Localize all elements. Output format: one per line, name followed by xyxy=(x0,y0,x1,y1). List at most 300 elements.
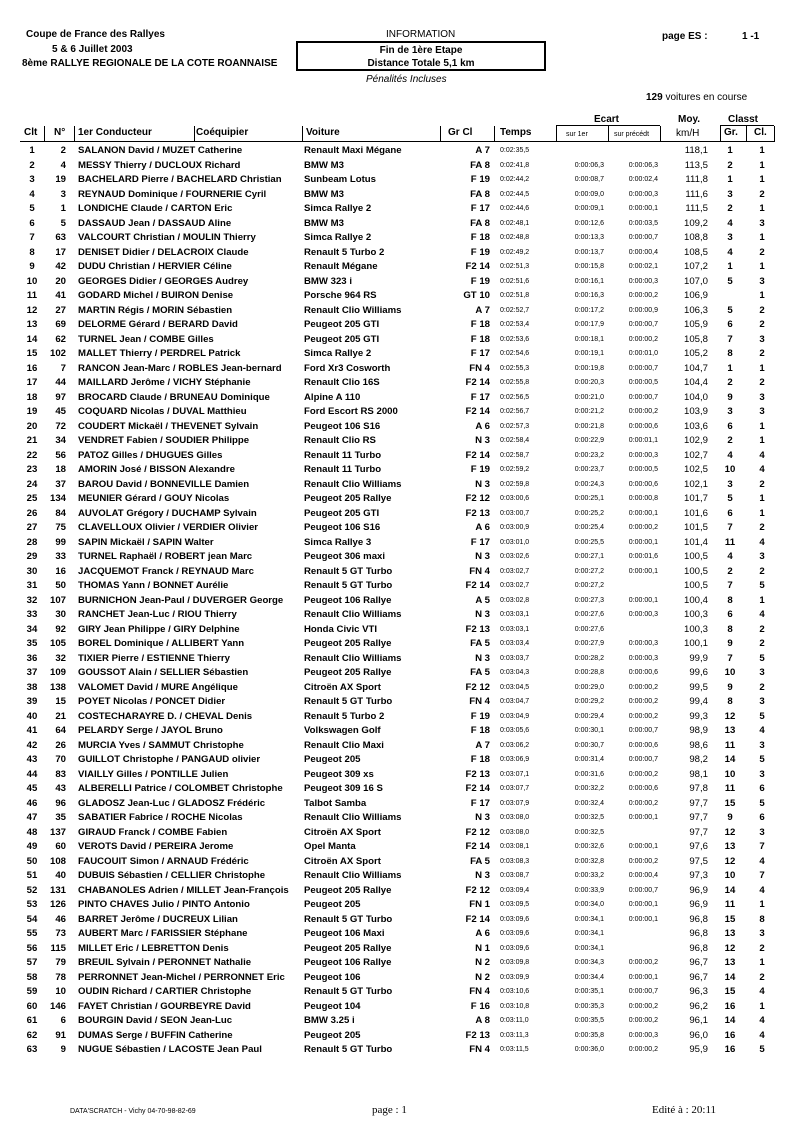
cell-car-number: 62 xyxy=(55,333,66,345)
table-row xyxy=(0,507,800,522)
cell-group-rank: 2 xyxy=(727,435,733,446)
cell-rank: 54 xyxy=(26,913,38,925)
cell-crew: MALLET Thierry / PERDREL Patrick xyxy=(78,348,241,359)
cell-group-class: F2 13 xyxy=(465,507,490,519)
cell-avg-speed: 106,9 xyxy=(683,290,708,301)
table-row xyxy=(0,289,800,304)
cell-class-rank: 1 xyxy=(759,420,765,432)
cell-avg-speed: 103,6 xyxy=(683,420,708,432)
cell-gap-previous: 0:00:00,2 xyxy=(628,408,658,415)
cell-avg-speed: 111,6 xyxy=(685,188,708,200)
cell-avg-speed: 107,2 xyxy=(683,261,708,272)
cell-gap-first: 0:00:33,9 xyxy=(574,886,604,894)
table-row xyxy=(0,840,800,855)
cell-crew: PELARDY Serge / JAYOL Bruno xyxy=(78,725,223,736)
cell-gap-previous: 0:00:00,6 xyxy=(628,480,658,488)
cell-gap-previous: 0:00:00,2 xyxy=(628,857,658,865)
cell-crew: THOMAS Yann / BONNET Aurélie xyxy=(78,580,229,591)
cell-rank: 7 xyxy=(29,232,35,243)
cell-rank: 51 xyxy=(26,870,38,881)
cell-gap-first: 0:00:29,4 xyxy=(574,712,604,720)
cell-group-class: A 7 xyxy=(475,145,490,156)
cell-car-number: 43 xyxy=(55,783,66,794)
table-row xyxy=(0,753,800,768)
cell-gap-previous: 0:00:01,6 xyxy=(628,553,658,560)
cell-gap-previous: 0:00:00,2 xyxy=(628,292,658,299)
cell-car-number: 15 xyxy=(55,696,66,707)
cell-class-rank: 5 xyxy=(759,797,765,809)
cell-class-rank: 3 xyxy=(759,406,765,417)
cell-avg-speed: 96,7 xyxy=(689,957,708,968)
cell-gap-first: 0:00:35,3 xyxy=(574,1002,604,1010)
cell-car-number: 33 xyxy=(55,551,66,562)
cell-gap-first: 0:00:33,2 xyxy=(574,872,604,879)
table-row xyxy=(0,594,800,609)
cell-time: 0:03:11,5 xyxy=(500,1046,529,1053)
cell-car-number: 78 xyxy=(55,971,66,983)
cell-car-number: 5 xyxy=(60,217,66,229)
cell-group-rank: 1 xyxy=(727,362,733,374)
cell-crew: VENDRET Fabien / SOUDIER Philippe xyxy=(78,435,250,446)
cell-class-rank: 1 xyxy=(759,362,765,374)
cell-car-model: Honda Civic VTI xyxy=(304,623,378,635)
table-row xyxy=(0,434,800,449)
cell-gap-first: 0:00:35,8 xyxy=(574,1031,604,1039)
cell-group-class: N 3 xyxy=(475,435,490,446)
cell-gap-first: 0:00:28,8 xyxy=(574,669,604,676)
cell-class-rank: 3 xyxy=(759,739,765,751)
cell-gap-first: 0:00:28,2 xyxy=(574,654,604,662)
cell-time: 0:03:08,0 xyxy=(500,828,530,836)
col-gap-previous: sur précédt xyxy=(614,131,650,138)
cars-text: voitures en course xyxy=(665,92,748,103)
table-row xyxy=(0,884,800,899)
cell-crew: BOURGIN David / SEON Jean-Luc xyxy=(78,1015,233,1026)
cell-group-rank: 3 xyxy=(727,478,733,490)
table-row xyxy=(0,362,800,377)
cell-time: 0:02:35,5 xyxy=(500,147,530,154)
cell-crew: GODARD Michel / BUIRON Denise xyxy=(78,290,234,301)
cell-group-rank: 8 xyxy=(727,594,733,606)
cell-car-model: Peugeot 205 Rallye xyxy=(304,493,392,504)
cell-avg-speed: 102,5 xyxy=(683,464,708,475)
cell-group-class: FA 5 xyxy=(470,855,490,867)
cell-class-rank: 1 xyxy=(759,290,765,301)
cell-class-rank: 2 xyxy=(759,623,765,635)
cell-avg-speed: 100,3 xyxy=(683,623,708,635)
cell-avg-speed: 103,9 xyxy=(683,406,708,417)
cell-group-rank: 6 xyxy=(727,420,733,432)
cell-gap-first: 0:00:31,6 xyxy=(574,770,604,778)
cell-car-model: Opel Manta xyxy=(304,841,356,852)
table-row xyxy=(0,188,800,203)
cell-rank: 59 xyxy=(26,986,38,997)
col-group-rank: Gr. xyxy=(724,127,738,138)
table-row xyxy=(0,797,800,812)
cell-rank: 5 xyxy=(29,203,35,214)
cell-rank: 32 xyxy=(26,594,38,606)
cell-car-number: 18 xyxy=(55,464,66,475)
cell-rank: 9 xyxy=(29,261,35,272)
cell-crew: NUGUE Sébastien / LACOSTE Jean Paul xyxy=(78,1044,262,1055)
cell-gap-first: 0:00:27,9 xyxy=(574,640,604,647)
cell-car-model: Renault 5 Turbo 2 xyxy=(304,246,385,258)
cell-car-model: Renault Clio Williams xyxy=(304,812,402,823)
cell-gap-first: 0:00:30,1 xyxy=(574,727,604,734)
cell-gap-previous: 0:00:00,7 xyxy=(628,393,658,401)
cell-rank: 36 xyxy=(26,652,38,664)
cell-time: 0:02:48,1 xyxy=(500,219,530,227)
cell-class-rank: 4 xyxy=(759,884,765,896)
cell-avg-speed: 97,6 xyxy=(689,841,708,852)
cell-avg-speed: 98,6 xyxy=(689,739,708,751)
cell-group-rank: 2 xyxy=(727,377,733,388)
cell-group-class: FN 4 xyxy=(469,362,490,374)
cell-gap-previous: 0:00:00,8 xyxy=(628,495,658,502)
cell-crew: MAILLARD Jerôme / VICHY Stéphanie xyxy=(78,377,251,388)
cell-rank: 35 xyxy=(26,638,38,649)
cell-group-rank: 3 xyxy=(727,406,733,417)
cell-rank: 38 xyxy=(26,681,38,693)
cell-group-class: F 19 xyxy=(470,464,490,475)
cell-gap-first: 0:00:25,4 xyxy=(574,524,604,531)
cell-car-model: Renault 5 GT Turbo xyxy=(304,913,393,925)
cell-class-rank: 1 xyxy=(759,232,765,243)
cell-time: 0:03:09,8 xyxy=(500,959,530,966)
cell-group-class: FN 4 xyxy=(469,696,490,707)
cell-rank: 48 xyxy=(26,826,38,838)
cell-gap-first: 0:00:06,3 xyxy=(574,161,604,169)
cell-rank: 57 xyxy=(26,957,38,968)
cell-class-rank: 3 xyxy=(759,928,765,939)
cell-car-model: Peugeot 106 Rallye xyxy=(304,594,392,606)
cell-avg-speed: 96,0 xyxy=(689,1029,708,1041)
cell-crew: CHABANOLES Adrien / MILLET Jean-François xyxy=(78,884,289,896)
cell-avg-speed: 97,5 xyxy=(689,855,708,867)
cell-gap-previous: 0:00:01,0 xyxy=(628,350,658,357)
cell-car-model: BMW 323 i xyxy=(304,275,352,287)
table-row xyxy=(0,1029,800,1044)
cell-rank: 1 xyxy=(29,145,35,156)
cell-car-number: 75 xyxy=(55,522,66,533)
cell-gap-previous: 0:00:00,7 xyxy=(628,756,658,763)
cell-group-class: F2 14 xyxy=(465,449,490,461)
cell-group-class: N 3 xyxy=(475,551,490,562)
cell-rank: 52 xyxy=(26,884,38,896)
cell-car-number: 44 xyxy=(55,377,66,388)
cell-group-rank: 14 xyxy=(724,971,736,983)
cell-avg-speed: 118,1 xyxy=(684,145,708,156)
cell-gap-previous: 0:00:00,2 xyxy=(628,1017,658,1024)
cell-rank: 30 xyxy=(26,565,38,577)
cell-car-model: Peugeot 205 xyxy=(304,1029,361,1041)
cell-crew: CLAVELLOUX Olivier / VERDIER Olivier xyxy=(78,522,259,533)
table-row xyxy=(0,956,800,971)
col-gap: Ecart xyxy=(594,114,620,125)
cell-time: 0:02:51,6 xyxy=(500,277,530,285)
cell-rank: 43 xyxy=(26,754,38,765)
cell-group-class: F 19 xyxy=(470,710,490,722)
cell-car-number: 41 xyxy=(55,290,66,301)
cell-group-class: F 16 xyxy=(470,1000,490,1012)
cell-crew: FAUCOUIT Simon / ARNAUD Frédéric xyxy=(78,855,249,867)
cell-group-rank: 16 xyxy=(724,1029,736,1041)
cell-group-rank: 16 xyxy=(724,1000,736,1012)
cell-crew: FAYET Christian / GOURBEYRE David xyxy=(78,1000,251,1012)
cell-car-number: 3 xyxy=(60,188,66,200)
divider xyxy=(746,126,747,142)
cell-group-class: F2 12 xyxy=(465,884,490,896)
cell-avg-speed: 98,1 xyxy=(689,768,708,780)
cell-gap-previous: 0:00:00,1 xyxy=(628,843,658,850)
cell-avg-speed: 96,3 xyxy=(689,986,708,997)
cell-crew: DUBUIS Sébastien / CELLIER Christophe xyxy=(78,870,266,881)
cell-group-class: N 2 xyxy=(475,971,490,983)
cell-crew: POYET Nicolas / PONCET Didier xyxy=(78,696,226,707)
cell-crew: SALANON David / MUZET Catherine xyxy=(78,145,243,156)
table-row xyxy=(0,478,800,493)
cell-time: 0:03:04,9 xyxy=(500,712,530,720)
cell-avg-speed: 101,5 xyxy=(683,522,708,533)
cell-car-number: 115 xyxy=(50,942,66,954)
cell-gap-previous: 0:00:00,7 xyxy=(628,886,658,894)
cell-group-class: F 17 xyxy=(470,391,490,403)
cell-gap-previous: 0:00:00,5 xyxy=(628,466,658,473)
cell-class-rank: 2 xyxy=(759,971,765,983)
cell-rank: 2 xyxy=(29,159,35,171)
cell-gap-previous: 0:00:00,2 xyxy=(628,1002,658,1010)
cell-group-rank: 6 xyxy=(727,609,733,620)
cell-car-model: Renault Clio Williams xyxy=(304,870,402,881)
cell-avg-speed: 97,7 xyxy=(689,826,708,838)
cell-group-class: F 18 xyxy=(470,725,490,736)
table-row xyxy=(0,623,800,638)
cell-group-class: F2 14 xyxy=(465,261,490,272)
divider xyxy=(494,126,495,142)
cell-time: 0:03:08,0 xyxy=(500,814,530,821)
cell-gap-first: 0:00:13,3 xyxy=(574,234,604,241)
cell-gap-previous: 0:00:00,1 xyxy=(628,814,658,821)
cell-gap-previous: 0:00:00,2 xyxy=(628,959,658,966)
table-row xyxy=(0,463,800,478)
cell-crew: BURNICHON Jean-Paul / DUVERGER George xyxy=(78,594,284,606)
cell-time: 0:03:11,3 xyxy=(500,1031,529,1039)
cell-group-rank: 15 xyxy=(724,986,736,997)
cell-car-number: 64 xyxy=(55,725,66,736)
cell-rank: 12 xyxy=(26,304,38,316)
cell-car-number: 1 xyxy=(60,203,66,214)
cell-car-model: Volkswagen Golf xyxy=(304,725,381,736)
cell-car-model: Peugeot 205 GTI xyxy=(304,507,380,519)
cell-car-model: Alpine A 110 xyxy=(304,391,361,403)
cell-class-rank: 2 xyxy=(759,681,765,693)
cell-rank: 53 xyxy=(26,899,38,910)
cell-car-model: Peugeot 205 GTI xyxy=(304,319,380,330)
cell-gap-previous: 0:00:00,2 xyxy=(628,712,658,720)
cell-avg-speed: 104,7 xyxy=(683,362,708,374)
cell-rank: 63 xyxy=(26,1044,38,1055)
cell-rank: 28 xyxy=(26,536,38,548)
cell-class-rank: 5 xyxy=(759,710,765,722)
table-row xyxy=(0,231,800,246)
cell-car-number: 126 xyxy=(49,899,66,910)
cell-crew: MEUNIER Gérard / GOUY Nicolas xyxy=(78,493,230,504)
cell-group-class: F 18 xyxy=(470,232,490,243)
cell-avg-speed: 99,9 xyxy=(689,652,708,664)
cell-group-rank: 5 xyxy=(727,304,733,316)
cell-avg-speed: 106,3 xyxy=(683,304,708,316)
table-row xyxy=(0,405,800,420)
cell-gap-previous: 0:00:00,5 xyxy=(628,379,658,386)
cell-car-model: BMW 3.25 i xyxy=(304,1015,355,1026)
cell-crew: TURNEL Raphaël / ROBERT jean Marc xyxy=(78,551,253,562)
col-car: Voiture xyxy=(306,127,340,138)
cell-time: 0:03:08,1 xyxy=(500,843,530,850)
cell-gap-first: 0:00:32,5 xyxy=(574,828,604,836)
cell-rank: 60 xyxy=(26,1000,38,1012)
table-row xyxy=(0,391,800,406)
cell-car-number: 60 xyxy=(55,841,66,852)
cell-group-class: F2 13 xyxy=(465,623,490,635)
cell-group-class: F 18 xyxy=(470,333,490,345)
cell-rank: 4 xyxy=(29,188,35,200)
cell-gap-first: 0:00:17,9 xyxy=(574,321,604,328)
cell-group-rank: 7 xyxy=(727,333,733,345)
cell-group-class: F 18 xyxy=(470,319,490,330)
table-row xyxy=(0,855,800,870)
cell-group-rank: 11 xyxy=(724,536,736,548)
cell-group-class: A 7 xyxy=(475,739,490,751)
cell-gap-previous: 0:00:00,6 xyxy=(628,741,658,749)
cell-avg-speed: 97,7 xyxy=(689,797,708,809)
cell-time: 0:03:02,6 xyxy=(500,553,530,560)
table-row xyxy=(0,579,800,594)
cell-car-number: 69 xyxy=(55,319,66,330)
cell-group-rank: 10 xyxy=(724,464,736,475)
cell-avg-speed: 96,7 xyxy=(689,971,708,983)
cell-class-rank: 3 xyxy=(759,275,765,287)
cell-time: 0:03:04,7 xyxy=(500,698,530,705)
cell-car-number: 109 xyxy=(49,667,66,678)
cell-car-number: 7 xyxy=(60,362,66,374)
cell-gap-previous: 0:00:00,3 xyxy=(628,451,658,459)
cell-gap-previous: 0:00:00,1 xyxy=(628,915,658,923)
cell-group-rank: 9 xyxy=(727,812,733,823)
cell-car-number: 63 xyxy=(55,232,66,243)
cell-class-rank: 5 xyxy=(759,580,765,591)
cell-crew: VALOMET David / MURE Angélique xyxy=(78,681,238,693)
cell-group-class: FN 4 xyxy=(469,565,490,577)
cell-avg-speed: 105,8 xyxy=(683,333,708,345)
cell-car-number: 73 xyxy=(55,928,66,939)
col-kmh: km/H xyxy=(676,128,700,139)
cell-rank: 11 xyxy=(26,290,38,301)
table-row xyxy=(0,913,800,928)
cell-class-rank: 4 xyxy=(759,855,765,867)
cell-time: 0:03:03,1 xyxy=(500,611,530,618)
cell-crew: GIRY Jean Philippe / GIRY Delphine xyxy=(78,623,240,635)
cell-group-rank: 12 xyxy=(724,942,736,954)
cell-gap-previous: 0:00:00,1 xyxy=(628,596,658,604)
cell-group-class: FN 1 xyxy=(469,899,490,910)
cell-time: 0:03:03,4 xyxy=(500,640,530,647)
cell-class-rank: 2 xyxy=(759,638,765,649)
cell-group-rank: 12 xyxy=(724,855,736,867)
cell-avg-speed: 98,2 xyxy=(689,754,708,765)
cell-car-model: Peugeot 309 16 S xyxy=(304,783,383,794)
cell-crew: GIRAUD Franck / COMBE Fabien xyxy=(78,826,228,838)
cell-crew: VALCOURT Christian / MOULIN Thierry xyxy=(78,232,256,243)
col-codriver: Coéquipier xyxy=(196,127,249,138)
cell-gap-first: 0:00:34,1 xyxy=(574,915,604,923)
cell-crew: GOUSSOT Alain / SELLIER Sébastien xyxy=(78,667,249,678)
cell-gap-previous: 0:00:00,7 xyxy=(628,988,658,995)
cell-group-class: GT 10 xyxy=(463,290,490,301)
cell-gap-previous: 0:00:00,9 xyxy=(628,306,658,314)
cell-car-model: Renault Clio RS xyxy=(304,435,376,446)
col-classt: Classt xyxy=(728,114,759,125)
cell-car-number: 40 xyxy=(55,870,66,881)
cell-car-model: Peugeot 205 Rallye xyxy=(304,667,392,678)
cell-crew: TIXIER Pierre / ESTIENNE Thierry xyxy=(78,652,230,664)
cell-gap-first: 0:00:17,2 xyxy=(574,306,604,314)
cell-class-rank: 2 xyxy=(759,304,765,316)
cell-car-number: 19 xyxy=(55,174,66,185)
cell-gap-first: 0:00:18,1 xyxy=(574,335,604,343)
cell-gap-previous: 0:00:02,4 xyxy=(628,176,658,183)
cell-gap-first: 0:00:21,8 xyxy=(574,422,604,430)
cell-group-class: F 19 xyxy=(470,174,490,185)
cell-time: 0:03:11,0 xyxy=(500,1017,529,1024)
cell-avg-speed: 97,3 xyxy=(689,870,708,881)
cell-group-rank: 7 xyxy=(727,652,733,664)
cell-car-number: 96 xyxy=(55,797,66,809)
cell-rank: 33 xyxy=(26,609,38,620)
divider xyxy=(608,126,609,142)
distance-label: Distance Totale 5,1 km xyxy=(367,58,475,69)
cell-car-model: Porsche 964 RS xyxy=(304,290,377,301)
table-row xyxy=(0,159,800,174)
cell-group-rank: 9 xyxy=(727,638,733,649)
cell-car-model: Simca Rallye 2 xyxy=(304,203,372,214)
cell-class-rank: 1 xyxy=(759,145,765,156)
cell-gap-previous: 0:00:00,7 xyxy=(628,364,658,372)
cell-avg-speed: 95,9 xyxy=(689,1044,708,1055)
table-row xyxy=(0,1014,800,1029)
cell-gap-previous: 0:00:00,7 xyxy=(628,727,658,734)
cell-time: 0:02:54,6 xyxy=(500,350,530,357)
table-row xyxy=(0,550,800,565)
cell-gap-previous: 0:00:00,2 xyxy=(628,799,658,807)
cell-car-model: Simca Rallye 3 xyxy=(304,536,372,548)
cell-car-number: 32 xyxy=(55,652,66,664)
cell-crew: BROCARD Claude / BRUNEAU Dominique xyxy=(78,391,270,403)
cell-group-class: N 1 xyxy=(475,942,490,954)
cell-class-rank: 4 xyxy=(759,449,765,461)
cell-car-number: 10 xyxy=(55,986,66,997)
cell-class-rank: 2 xyxy=(759,246,765,258)
cell-gap-first: 0:00:30,7 xyxy=(574,741,604,749)
cell-gap-first: 0:00:35,1 xyxy=(574,988,604,995)
cell-gap-first: 0:00:15,8 xyxy=(574,263,604,270)
cell-group-rank: 10 xyxy=(724,870,736,881)
cell-group-rank: 16 xyxy=(724,1044,736,1055)
cell-class-rank: 7 xyxy=(759,841,765,852)
cell-crew: BAROU David / BONNEVILLE Damien xyxy=(78,478,250,490)
cell-car-model: Ford Xr3 Cosworth xyxy=(304,362,391,374)
cell-gap-first: 0:00:08,7 xyxy=(574,176,604,183)
info-box xyxy=(296,41,546,71)
